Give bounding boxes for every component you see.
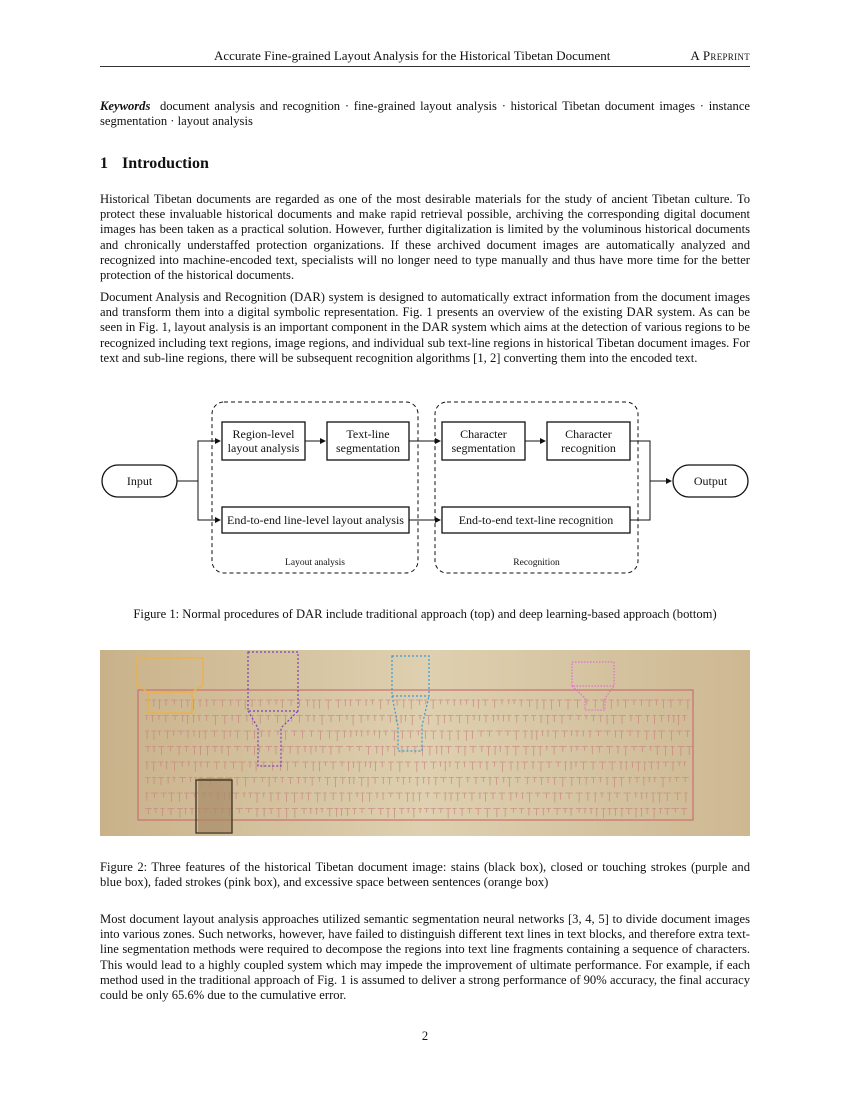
- charseg-label-2: segmentation: [451, 441, 516, 455]
- manuscript-background: [100, 650, 750, 836]
- keywords: [100, 99, 750, 129]
- e2e-recog-label: End-to-end text-line recognition: [458, 513, 614, 527]
- paragraph-3: Most document layout analysis approaches utilized semantic segmentation neural networks [3, 4, 5] to divide document images into various zones. Such networks, however, have failed to distinguish different text lines in text blocks, and therefore extra text-line segmentation methods were required to decompose the regions into text line fragments containing a sequence of characters. This would lead to a highly coupled system which may impede the improvement of ultimate performance. For example, if each method used in the traditional approach of Fig. 1 is assumed to deliver a strong performance of 90% accuracy, the final accuracy could be only 65.6% due to the cumulative error.: [100, 912, 750, 1003]
- figure-2-caption: Figure 2: Three features of the historical Tibetan document image: stains (black box), closed or touching strokes (purple and blue box), faded strokes (pink box), and excessive space between sentences (orange box): [100, 860, 750, 890]
- region-label-1: Region-level: [232, 427, 295, 441]
- header-tag: A Preprint: [690, 48, 750, 63]
- textline-label-1: Text-line: [346, 427, 390, 441]
- running-header: [100, 48, 750, 67]
- paragraph-1: Historical Tibetan documents are regarded as one of the most desirable materials for the study of ancient Tibetan culture. To protect these invaluable historical documents and make rapid retrieval possible, archiving the corresponding digital document images has been taken as a practical solution. However, further digitalization is limited by the voluminous historical documents and chronically understaffed protection organizations. If these archived document images are automatically analyzed and recognized into machine-encoded text, specialists will no longer need to type manually and thus have more time for the better protection of the historical documents.: [100, 192, 750, 283]
- section-title: Introduction: [122, 155, 209, 172]
- keywords-label: Keywords: [100, 99, 151, 113]
- keywords-text: document analysis and recognition · fine-grained layout analysis · historical Tibetan document images · instance segmentation · layout analysis: [100, 99, 751, 129]
- figure-1-diagram: [0, 395, 850, 580]
- output-label: Output: [693, 474, 728, 488]
- charrec-label-2: recognition: [561, 441, 616, 455]
- stain: [198, 778, 232, 832]
- group2-label: Recognition: [513, 558, 560, 568]
- page-number: 2: [421, 1029, 429, 1043]
- input-label: Input: [126, 474, 153, 488]
- region-label-2: layout analysis: [227, 441, 300, 455]
- figure-1-caption: Figure 1: Normal procedures of DAR include traditional approach (top) and deep learning-based approach (bottom): [133, 607, 717, 621]
- section-heading: [100, 155, 223, 173]
- section-number: 1: [100, 155, 108, 172]
- e2e-layout-label: End-to-end line-level layout analysis: [227, 513, 404, 527]
- paragraph-2: Document Analysis and Recognition (DAR) system is designed to automatically extract information from the document images and transform them into a digital symbolic representation. Fig. 1 presents an overview of the existing DAR system. As can be seen in Fig. 1, layout analysis is an important component in the DAR system which aims at the detection of various regions to be recognized including text regions, image regions, and individual sub text-line regions in historical Tibetan document images. For text and sub-line regions, there will be subsequent recognition algorithms [1, 2] converting them into the encoded text.: [100, 290, 750, 365]
- charseg-label-1: Character: [460, 427, 507, 441]
- group1-label: Layout analysis: [285, 558, 345, 568]
- header-title: Accurate Fine-grained Layout Analysis for the Historical Tibetan Document: [214, 48, 611, 63]
- figure-2-image: [100, 650, 750, 836]
- charrec-label-1: Character: [565, 427, 612, 441]
- textline-label-2: segmentation: [336, 441, 400, 455]
